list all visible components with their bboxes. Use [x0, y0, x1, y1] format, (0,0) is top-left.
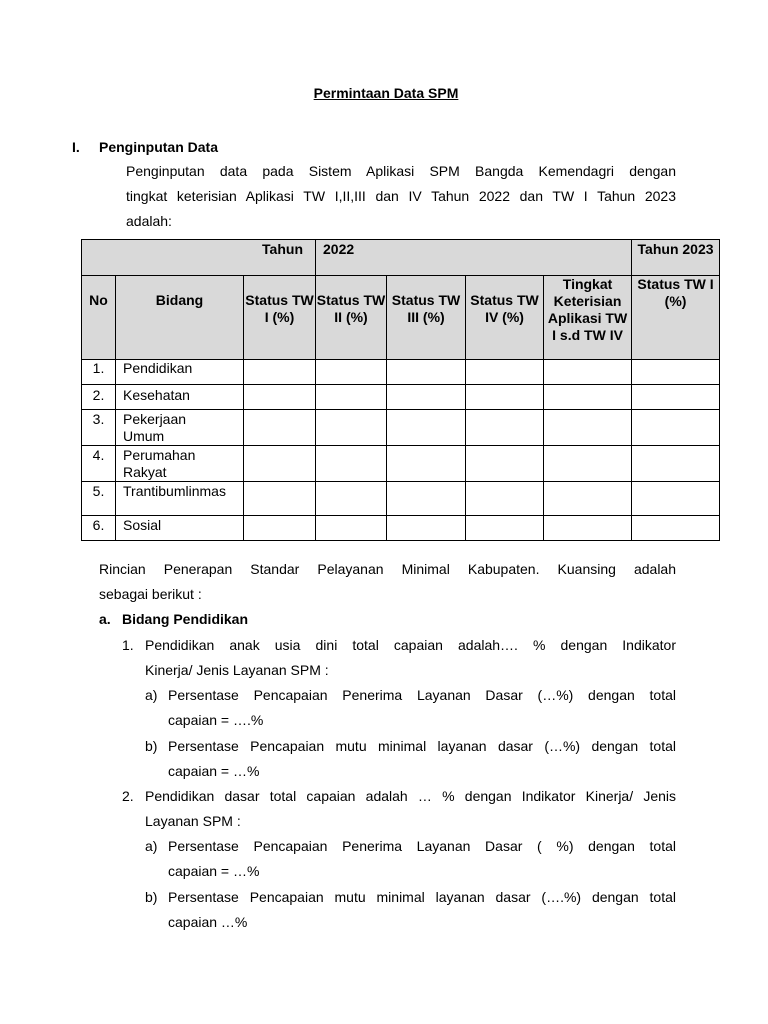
intro-line-1: Penginputan data pada Sistem Aplikasi SPM Bangda Kemendagri dengan [126, 163, 676, 179]
sub-line-1: Persentase Pencapaian mutu minimal layanan dasar (….%) dengan total [168, 889, 676, 905]
row-bidang-text: Perumahan Rakyat [123, 447, 196, 480]
row-no: 5. [82, 482, 116, 516]
row-no: 3. [82, 410, 116, 446]
rincian-line-2: sebagai berikut : [99, 586, 202, 602]
sub-line-2: capaian = …% [168, 863, 260, 879]
cell-empty [632, 385, 720, 410]
header-year-2022: 2022 [316, 240, 632, 276]
row-bidang-text: Trantibumlinmas [123, 483, 226, 499]
cell-empty [387, 410, 466, 446]
cell-empty [316, 446, 387, 482]
sub-label: b) [145, 738, 158, 754]
cell-empty [244, 516, 316, 541]
row-bidang: Kesehatan [116, 385, 244, 410]
item-line-1: Pendidikan dasar total capaian adalah … % dengan Indikator Kinerja/ Jenis [145, 788, 676, 804]
rincian-line-1: Rincian Penerapan Standar Pelayanan Minimal Kabupaten. Kuansing adalah [99, 561, 676, 577]
header-status-tw4: Status TW IV (%) [466, 276, 544, 360]
cell-empty [387, 446, 466, 482]
row-bidang [116, 410, 244, 446]
cell-empty [544, 516, 632, 541]
cell-empty [632, 360, 720, 385]
cell-empty [316, 410, 387, 446]
sub-line-2: capaian = ….% [168, 712, 264, 728]
cell-empty [244, 410, 316, 446]
header-no: No [82, 276, 116, 360]
cell-empty [632, 446, 720, 482]
sub-label: a) [145, 687, 158, 703]
cell-empty [387, 482, 466, 516]
cell-empty [387, 516, 466, 541]
cell-empty [244, 385, 316, 410]
header-status-2023: Status TW I (%) [632, 276, 720, 360]
header-year-2023: Tahun 2023 [632, 240, 720, 276]
cell-empty [466, 410, 544, 446]
header-bidang: Bidang [116, 276, 244, 360]
cell-empty [244, 360, 316, 385]
cell-empty [632, 516, 720, 541]
cell-empty [316, 516, 387, 541]
spm-status-table [81, 239, 720, 541]
cell-empty [466, 482, 544, 516]
document-title: Permintaan Data SPM [313, 85, 459, 101]
row-bidang: Sosial [116, 516, 244, 541]
cell-empty [544, 410, 632, 446]
cell-empty [466, 446, 544, 482]
cell-empty [244, 446, 316, 482]
section-number: I. [72, 139, 80, 155]
sub-line-1: Persentase Pencapaian Penerima Layanan Dasar ( %) dengan total [168, 838, 676, 854]
intro-line-2: tingkat keterisian Aplikasi TW I,II,III dan IV Tahun 2022 dan TW I Tahun 2023 [126, 188, 676, 204]
item-line-1: Pendidikan anak usia dini total capaian adalah…. % dengan Indikator [145, 637, 676, 653]
cell-empty [544, 360, 632, 385]
cell-empty [544, 482, 632, 516]
cell-empty [544, 446, 632, 482]
row-bidang [116, 446, 244, 482]
cell-empty [244, 482, 316, 516]
cell-empty [316, 360, 387, 385]
row-no: 4. [82, 446, 116, 482]
cell-empty [466, 516, 544, 541]
cell-empty [387, 385, 466, 410]
cell-empty [316, 385, 387, 410]
sub-line-2: capaian = …% [168, 763, 260, 779]
cell-empty [632, 410, 720, 446]
item-number: 1. [122, 637, 134, 653]
row-no: 1. [82, 360, 116, 385]
sub-label: a) [145, 838, 158, 854]
row-no: 2. [82, 385, 116, 410]
row-bidang: Pendidikan [116, 360, 244, 385]
sub-line-2: capaian …% [168, 914, 248, 930]
header-tahun-label: Tahun [82, 240, 316, 276]
sub-line-1: Persentase Pencapaian mutu minimal layanan dasar (…%) dengan total [168, 738, 676, 754]
bidang-title: Bidang Pendidikan [122, 611, 249, 627]
item-line-2: Kinerja/ Jenis Layanan SPM : [145, 662, 329, 678]
item-line-2: Layanan SPM : [145, 813, 241, 829]
header-status-tw3: Status TW III (%) [387, 276, 466, 360]
header-tingkat-keterisian: Tingkat Keterisian Aplikasi TW I s.d TW IV [544, 276, 632, 360]
cell-empty [632, 482, 720, 516]
row-no: 6. [82, 516, 116, 541]
cell-empty [544, 385, 632, 410]
cell-empty [316, 482, 387, 516]
section-title: Penginputan Data [99, 139, 219, 155]
header-status-tw2: Status TW II (%) [316, 276, 387, 360]
intro-line-3: adalah: [126, 213, 172, 229]
sub-line-1: Persentase Pencapaian Penerima Layanan Dasar (…%) dengan total [168, 687, 676, 703]
cell-empty [466, 360, 544, 385]
item-number: 2. [122, 788, 134, 804]
row-bidang [116, 482, 244, 516]
cell-empty [387, 360, 466, 385]
row-bidang-text: Pekerjaan Umum [123, 411, 187, 444]
bidang-label: a. [99, 611, 111, 627]
header-status-tw1: Status TW I (%) [244, 276, 316, 360]
cell-empty [466, 385, 544, 410]
sub-label: b) [145, 889, 158, 905]
